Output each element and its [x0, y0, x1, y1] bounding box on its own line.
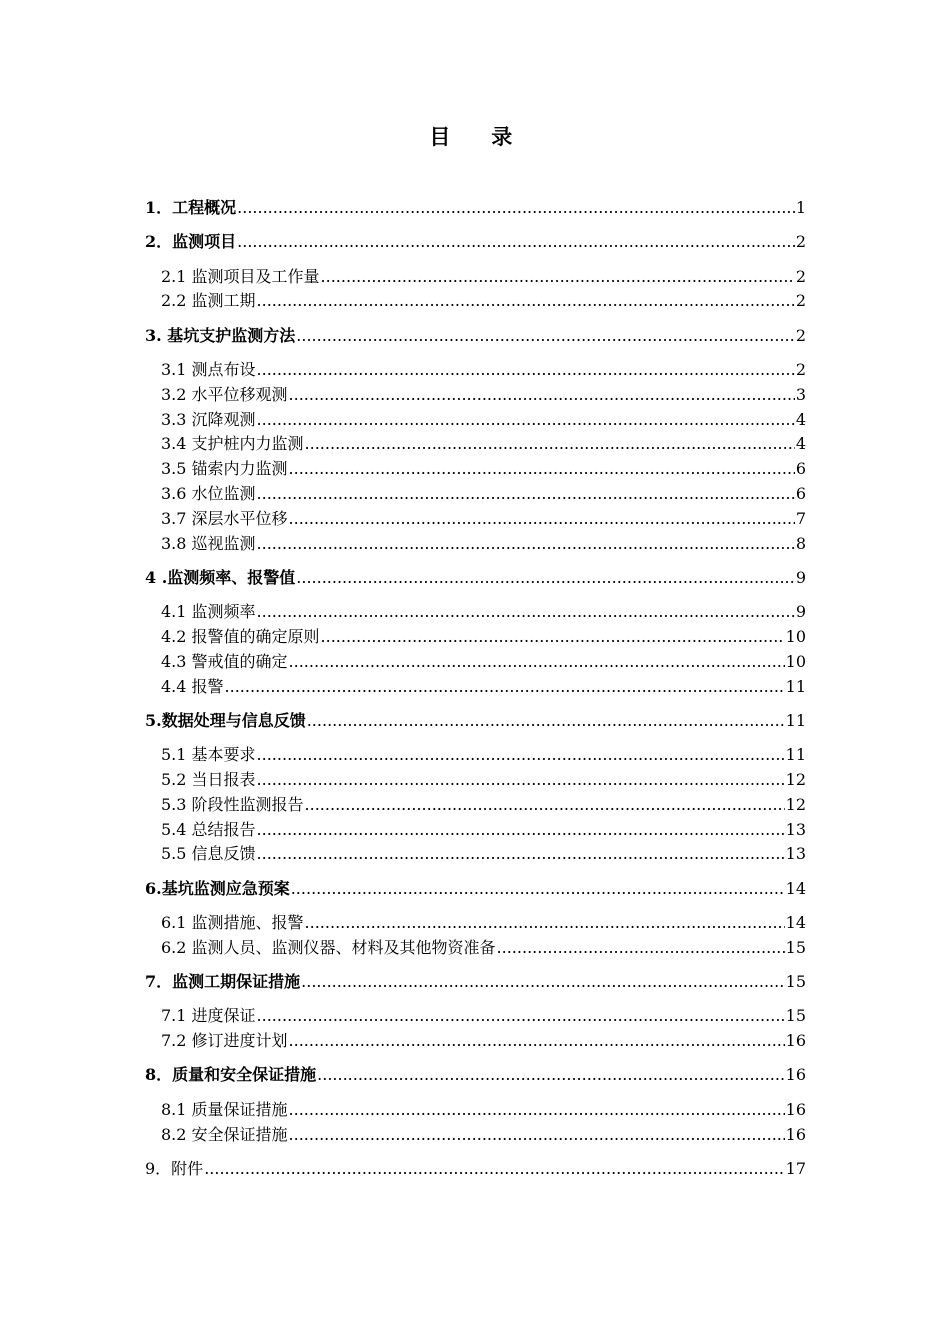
- toc-page-number: 11: [785, 745, 806, 764]
- toc-leader-dots: [289, 458, 795, 480]
- toc-entry[interactable]: [145, 969, 806, 993]
- toc-entry-title: 6.基坑监测应急预案: [145, 879, 290, 898]
- toc-page-number: 16: [785, 1100, 806, 1119]
- toc-page-number: 8: [795, 534, 806, 553]
- toc-title: 目 录: [429, 124, 530, 149]
- toc-leader-dots: [321, 626, 785, 648]
- toc-entry-title: 3.2 水平位移观测: [161, 385, 288, 404]
- toc-leader-dots: [257, 359, 795, 381]
- toc-entry-title: 3.8 巡视监测: [161, 534, 256, 553]
- toc-leader-dots: [291, 878, 785, 900]
- toc-entry-title: 4.1 监测频率: [161, 602, 256, 621]
- toc-page-number: 16: [785, 1125, 806, 1144]
- toc-leader-dots: [257, 1005, 785, 1027]
- toc-entry[interactable]: [161, 382, 806, 406]
- toc-entry-title: 4.2 报警值的确定原则: [161, 627, 320, 646]
- toc-entry-title: 5.数据处理与信息反馈: [145, 711, 306, 730]
- toc-entry[interactable]: [145, 876, 806, 900]
- toc-entry-title: 5.2 当日报表: [161, 770, 256, 789]
- toc-leader-dots: [289, 1030, 785, 1052]
- toc-entry-title: 8.1 质量保证措施: [161, 1100, 288, 1119]
- toc-entry-title: 8．质量和安全保证措施: [145, 1065, 317, 1084]
- toc-leader-dots: [257, 843, 785, 865]
- toc-entry-title: 2.2 监测工期: [161, 291, 256, 310]
- toc-leader-dots: [257, 409, 795, 431]
- toc-page-number: 4: [795, 410, 806, 429]
- toc-entry[interactable]: [161, 357, 806, 381]
- toc-entry[interactable]: [161, 407, 806, 431]
- toc-leader-dots: [257, 601, 795, 623]
- toc-entry[interactable]: [161, 841, 806, 865]
- toc-entry[interactable]: [161, 506, 806, 530]
- toc-page-number: 7: [795, 509, 806, 528]
- toc-page-number: 9: [795, 568, 806, 587]
- toc-entry[interactable]: [161, 599, 806, 623]
- toc-page-number: 11: [785, 677, 806, 696]
- toc-entry-title: 6.2 监测人员、监测仪器、材料及其他物资准备: [161, 938, 496, 957]
- toc-page-number: 11: [785, 711, 806, 730]
- toc-entry[interactable]: [161, 817, 806, 841]
- toc-leader-dots: [237, 197, 795, 219]
- toc-page-number: 2: [795, 326, 806, 345]
- toc-entry-title: 9．附件: [145, 1159, 204, 1178]
- toc-entry[interactable]: [161, 481, 806, 505]
- toc-entry-title: 3. 基坑支护监测方法: [145, 326, 296, 345]
- toc-entry-title: 1．工程概况: [145, 198, 237, 217]
- toc-entry-title: 5.3 阶段性监测报告: [161, 795, 304, 814]
- toc-leader-dots: [321, 266, 795, 288]
- toc-leader-dots: [289, 1124, 785, 1146]
- toc-entry[interactable]: [161, 767, 806, 791]
- toc-entry[interactable]: [161, 431, 806, 455]
- toc-page-number: 16: [785, 1065, 806, 1084]
- toc-entry[interactable]: [145, 565, 806, 589]
- toc-leader-dots: [289, 1099, 785, 1121]
- toc-entry-title: 5.4 总结报告: [161, 820, 256, 839]
- toc-leader-dots: [305, 433, 795, 455]
- toc-page-number: 14: [785, 913, 806, 932]
- toc-entry[interactable]: [161, 935, 806, 959]
- toc-page-number: 6: [795, 459, 806, 478]
- toc-leader-dots: [257, 483, 795, 505]
- toc-entry[interactable]: [161, 1028, 806, 1052]
- toc-leader-dots: [307, 710, 785, 732]
- toc-page-number: 6: [795, 484, 806, 503]
- toc-page-number: 14: [785, 879, 806, 898]
- toc-entry-title: 3.7 深层水平位移: [161, 509, 288, 528]
- toc-entry[interactable]: [161, 742, 806, 766]
- toc-page-number: 15: [785, 1006, 806, 1025]
- toc-entry[interactable]: [161, 792, 806, 816]
- toc-page-number: 2: [795, 360, 806, 379]
- toc-leader-dots: [257, 769, 785, 791]
- toc-leader-dots: [289, 651, 785, 673]
- toc-entry[interactable]: [161, 456, 806, 480]
- toc-entry-title: 4.4 报警: [161, 677, 224, 696]
- toc-entry-title: 6.1 监测措施、报警: [161, 913, 304, 932]
- toc-entry-title: 4.3 警戒值的确定: [161, 652, 288, 671]
- toc-leader-dots: [257, 290, 795, 312]
- toc-leader-dots: [257, 744, 785, 766]
- toc-page-number: 15: [785, 938, 806, 957]
- toc-leader-dots: [257, 533, 795, 555]
- toc-entry[interactable]: [161, 674, 806, 698]
- toc-entry[interactable]: [145, 1062, 806, 1086]
- toc-entry-title: 3.3 沉降观测: [161, 410, 256, 429]
- toc-page-number: 12: [785, 795, 806, 814]
- toc-page-number: 1: [795, 198, 806, 217]
- toc-entry[interactable]: [161, 1003, 806, 1027]
- toc-leader-dots: [296, 325, 795, 347]
- toc-entry-title: 7.1 进度保证: [161, 1006, 256, 1025]
- toc-entry[interactable]: [161, 649, 806, 673]
- toc-leader-dots: [301, 971, 785, 993]
- toc-page-number: 3: [795, 385, 806, 404]
- toc-leader-dots: [289, 384, 795, 406]
- toc-entry[interactable]: [145, 323, 806, 347]
- toc-page-number: 10: [785, 627, 806, 646]
- toc-page-number: 17: [785, 1159, 806, 1178]
- toc-entry[interactable]: [161, 1097, 806, 1121]
- toc-page-number: 12: [785, 770, 806, 789]
- toc-entry-title: 3.5 锚索内力监测: [161, 459, 288, 478]
- toc-entry-title: 8.2 安全保证措施: [161, 1125, 288, 1144]
- toc-entry[interactable]: [161, 624, 806, 648]
- toc-leader-dots: [305, 912, 785, 934]
- toc-page-number: 2: [795, 291, 806, 310]
- toc-entry[interactable]: [161, 1122, 806, 1146]
- toc-page-number: 13: [785, 844, 806, 863]
- toc-entry-title: 7．监测工期保证措施: [145, 972, 301, 991]
- toc-entry[interactable]: [161, 288, 806, 312]
- toc-entry-title: 3.1 测点布设: [161, 360, 256, 379]
- toc-leader-dots: [497, 937, 785, 959]
- toc-leader-dots: [204, 1158, 784, 1180]
- toc-page-number: 10: [785, 652, 806, 671]
- toc-entry[interactable]: [161, 531, 806, 555]
- toc-entry[interactable]: [145, 195, 806, 219]
- toc-entry-title: 5.1 基本要求: [161, 745, 256, 764]
- toc-leader-dots: [317, 1064, 785, 1086]
- toc-entry[interactable]: [161, 264, 806, 288]
- toc-entry-title: 2.1 监测项目及工作量: [161, 267, 320, 286]
- toc-leader-dots: [305, 794, 785, 816]
- toc-page-number: 16: [785, 1031, 806, 1050]
- toc-entry-title: 2．监测项目: [145, 232, 237, 251]
- toc-entry-title: 3.6 水位监测: [161, 484, 256, 503]
- toc-leader-dots: [257, 819, 785, 841]
- toc-page-number: 2: [795, 267, 806, 286]
- toc-entry[interactable]: [161, 910, 806, 934]
- toc-entry-title: 3.4 支护桩内力监测: [161, 434, 304, 453]
- toc-leader-dots: [296, 567, 795, 589]
- toc-entry-title: 5.5 信息反馈: [161, 844, 256, 863]
- toc-entry-title: 7.2 修订进度计划: [161, 1031, 288, 1050]
- toc-entry[interactable]: [145, 1156, 806, 1180]
- toc-page-number: 9: [795, 602, 806, 621]
- toc-leader-dots: [225, 676, 785, 698]
- toc-entry-title: 4 .监测频率、报警值: [145, 568, 296, 587]
- toc-entry[interactable]: [145, 708, 806, 732]
- toc-entry[interactable]: [145, 229, 806, 253]
- toc-page-number: 15: [785, 972, 806, 991]
- toc-leader-dots: [289, 508, 795, 530]
- toc-page-number: 13: [785, 820, 806, 839]
- toc-page-number: 4: [795, 434, 806, 453]
- toc-leader-dots: [237, 231, 795, 253]
- toc-page-number: 2: [795, 232, 806, 251]
